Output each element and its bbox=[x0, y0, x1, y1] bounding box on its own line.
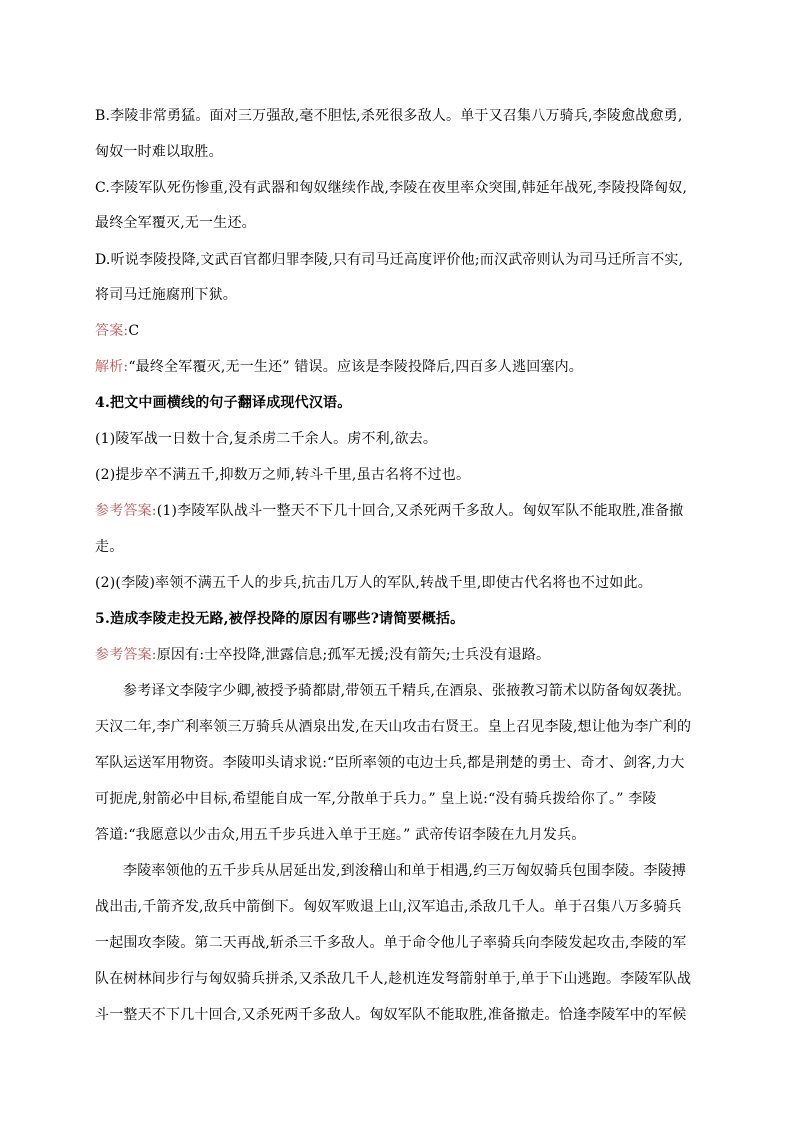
translation-p2-line-2: 战出击,千箭齐发,敌兵中箭倒下。匈奴军败退上山,汉军追击,杀敌几千人。单于召集八万多骑兵 bbox=[95, 899, 682, 915]
reference-answer-label: 参考答案: bbox=[95, 503, 157, 519]
reference-answer-text: (1)李陵军队战斗一整天不下几十回合,又杀死两千多敌人。匈奴军队不能取胜,准备撤 bbox=[156, 503, 684, 519]
answer-line bbox=[95, 321, 139, 341]
question-4-title: 4.把文中画横线的句子翻译成现代汉语。 bbox=[95, 395, 352, 411]
question-4-reference-2: (2)(李陵)率领不满五千人的步兵,抗击几万人的军队,转战千里,即使古代名将也不过如此。 bbox=[95, 575, 652, 591]
option-c-line-2: 最终全军覆灭,无一生还。 bbox=[95, 215, 256, 231]
translation-p1-line-5: 答道:“我愿意以少击众,用五千步兵进入单于王庭。” 武帝传诏李陵在九月发兵。 bbox=[95, 827, 586, 843]
option-b-line-2: 匈奴一时难以取胜。 bbox=[95, 144, 223, 160]
question-4-reference-1-cont: 走。 bbox=[95, 539, 124, 555]
translation-p2-line-5: 斗一整天不下几十回合,又杀死两千多敌人。匈奴军队不能取胜,准备撤走。恰逢李陵军中的军候 bbox=[95, 1007, 687, 1023]
question-4-sentence-1: (1)陵军战一日数十合,复杀虏二千余人。虏不利,欲去。 bbox=[95, 431, 438, 447]
translation-p2-line-1: 李陵率领他的五千步兵从居延出发,到浚稽山和单于相遇,约三万匈奴骑兵包围李陵。李陵搏 bbox=[123, 863, 687, 879]
question-5-reference bbox=[95, 645, 550, 665]
reference-answer-text: 原因有:士卒投降,泄露信息;孤军无援;没有箭矢;士兵没有退路。 bbox=[156, 647, 551, 663]
answer-label: 答案: bbox=[95, 323, 129, 339]
translation-p2-line-4: 队在树林间步行与匈奴骑兵拼杀,又杀敌几千人,趁机连发弩箭射单于,单于下山逃跑。李陵军队战 bbox=[95, 971, 692, 987]
translation-p2-line-3: 一起围攻李陵。第二天再战,斩杀三千多敌人。单于命令他儿子率骑兵向李陵发起攻击,李陵的军 bbox=[95, 935, 687, 951]
option-d-line-1: D.听说李陵投降,文武百官都归罪李陵,只有司马迁高度评价他;而汉武帝则认为司马迁所言不实, bbox=[95, 252, 684, 268]
option-c-line-1: C.李陵军队死伤惨重,没有武器和匈奴继续作战,李陵在夜里率众突围,韩延年战死,李陵投降匈奴, bbox=[95, 180, 688, 196]
analysis-line bbox=[95, 357, 583, 377]
analysis-label: 解析: bbox=[95, 359, 129, 375]
translation-p1-line-4: 可扼虎,射箭必中目标,希望能自成一军,分散单于兵力。” 皇上说:“没有骑兵拨给你了。” 李陵 bbox=[95, 791, 657, 807]
option-b-line-1: B.李陵非常勇猛。面对三万强敌,毫不胆怯,杀死很多敌人。单于又召集八万骑兵,李陵愈战愈勇, bbox=[95, 108, 683, 124]
analysis-text: “最终全军覆灭,无一生还” 错误。应该是李陵投降后,四百多人逃回塞内。 bbox=[128, 359, 583, 375]
question-4-reference-1 bbox=[95, 501, 683, 521]
translation-p1-line-3: 军队运送军用物资。李陵叩头请求说:“臣所率领的屯边士兵,都是荆楚的勇士、奇才、剑客,力大 bbox=[95, 755, 685, 771]
translation-p1-line-1: 参考译文李陵字少卿,被授予骑都尉,带领五千精兵,在酒泉、张掖教习箭术以防备匈奴袭扰。 bbox=[123, 683, 691, 699]
option-d-line-2: 将司马迁施腐刑下狱。 bbox=[95, 287, 237, 303]
question-5-title: 5.造成李陵走投无路,被俘投降的原因有哪些?请简要概括。 bbox=[95, 611, 465, 627]
reference-answer-label: 参考答案: bbox=[95, 647, 157, 663]
translation-p1-line-2: 天汉二年,李广利率领三万骑兵从酒泉出发,在天山攻击右贤王。皇上召见李陵,想让他为李广利的 bbox=[95, 719, 692, 735]
question-4-sentence-2: (2)提步卒不满五千,抑数万之师,转斗千里,虽古名将不过也。 bbox=[95, 467, 471, 483]
answer-value: C bbox=[128, 323, 140, 339]
